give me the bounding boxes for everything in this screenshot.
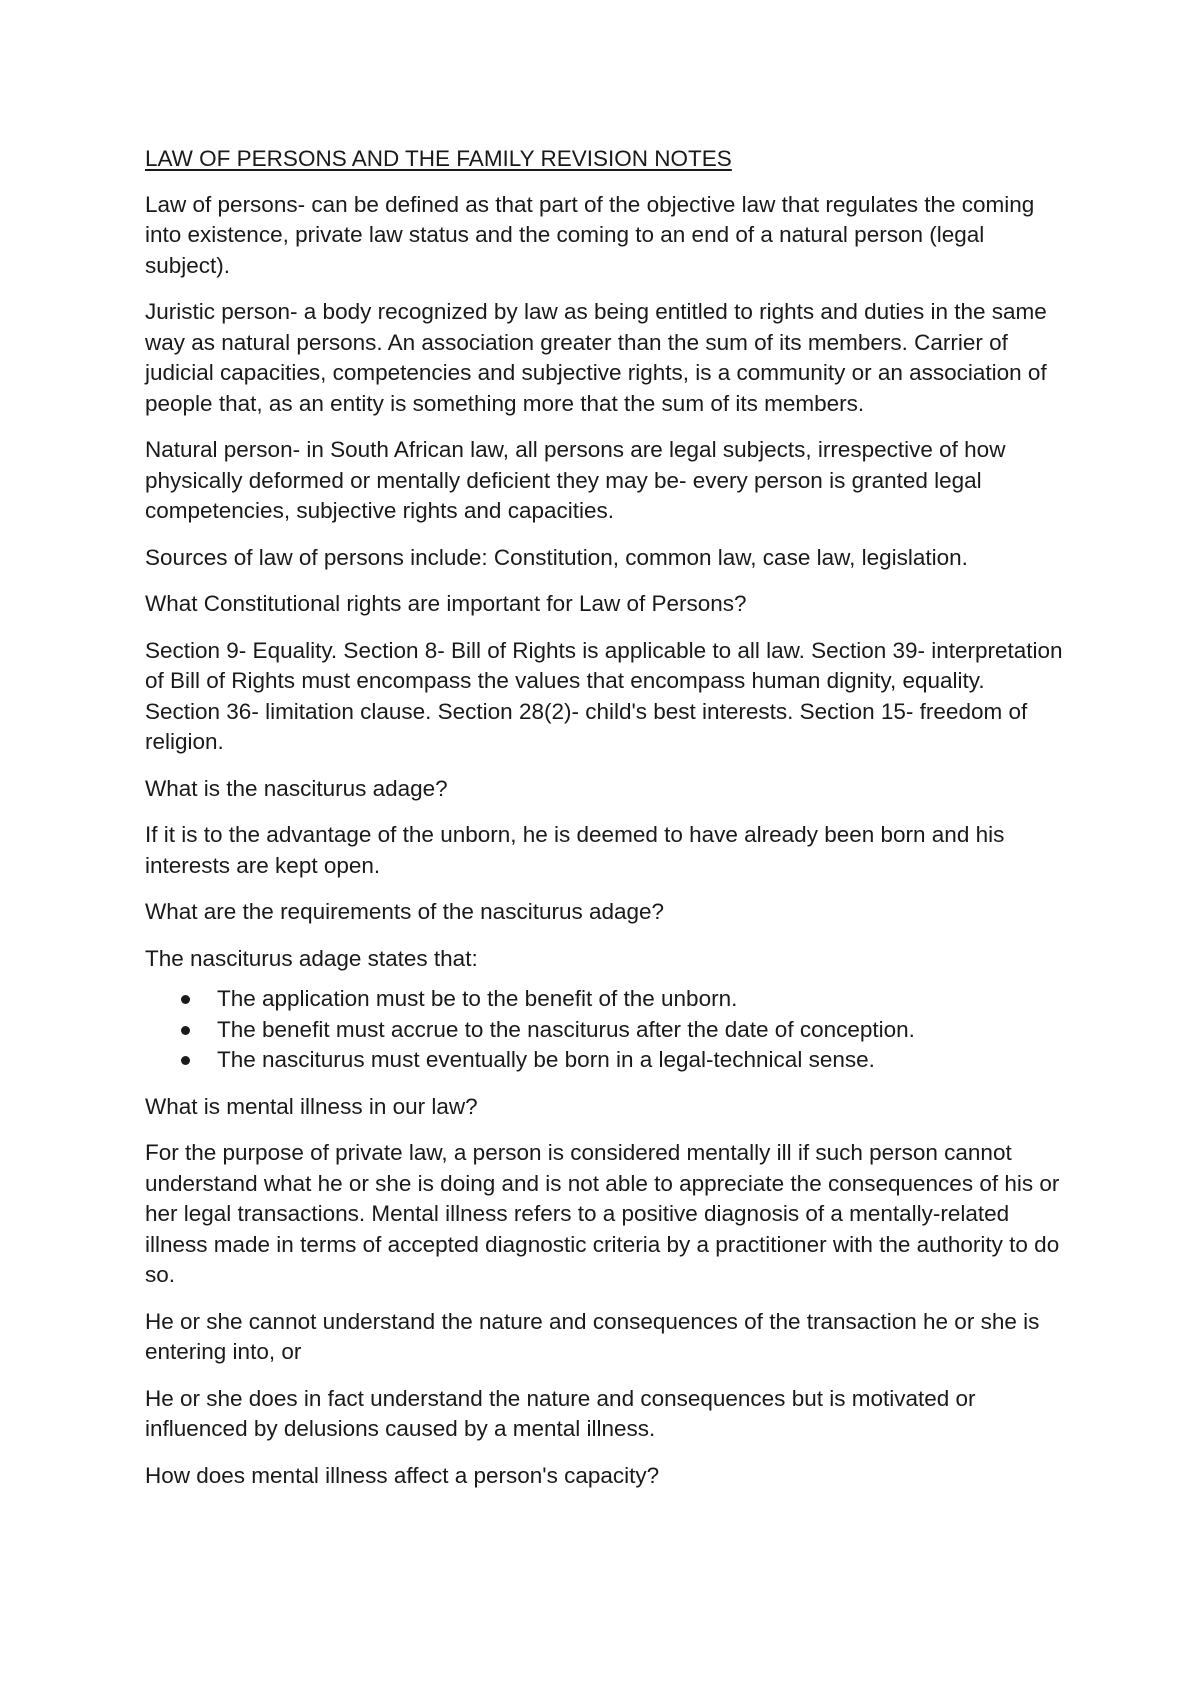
list-item [217,1045,1065,1076]
list-item-text: The benefit must accrue to the nasciturus after the date of conception. [217,1016,915,1042]
paragraph-nasciturus-answer: If it is to the advantage of the unborn, he is deemed to have already been born and his interests are kept open. [145,822,1005,878]
list-item-text: The application must be to the benefit of the unborn. [217,986,738,1011]
paragraph-delusions: He or she does in fact understand the nature and consequences but is motivated or influenced by delusions caused by a mental illness. [145,1385,976,1441]
list-item [217,1015,1065,1046]
bullet-icon [181,1056,190,1065]
question-mental-illness: What is mental illness in our law? [145,1093,478,1119]
paragraph-natural-person: Natural person- in South African law, all persons are legal subjects, irrespective of how physically deformed or mentally deficient they may be- every person is granted legal competencies, subjective rights and capacities. [145,437,1006,523]
question-nasciturus-adage: What is the nasciturus adage? [145,775,448,801]
list-item [217,984,1065,1015]
question-constitutional-rights: What Constitutional rights are important for Law of Persons? [145,591,747,616]
paragraph-juristic-person: Juristic person- a body recognized by law as being entitled to rights and duties in the same way as natural persons. An association greater than the sum of its members. Carrier of judicial capacities, competencies and subjective rights, is a community or an association of people that, as an entity is something more that the sum of its members. [145,299,1047,416]
bullet-icon [181,995,190,1004]
question-capacity: How does mental illness affect a person's capacity? [145,1462,660,1488]
requirements-list [145,984,1065,1076]
document-title: LAW OF PERSONS AND THE FAMILY REVISION NOTES [145,146,732,171]
paragraph-sections: Section 9- Equality. Section 8- Bill of Rights is applicable to all law. Section 39- interpretation of Bill of Rights must encompass the values that encompass human dignity, equality. Section 36- limitation clause. Section 28(2)- child's best interests. Section 15- freedom of religion. [145,637,1063,754]
paragraph-cannot-understand: He or she cannot understand the nature and consequences of the transaction he or she is entering into, or [145,1308,1040,1364]
paragraph-law-of-persons-definition: Law of persons- can be defined as that part of the objective law that regulates the coming into existence, private law status and the coming to an end of a natural person (legal subject). [145,191,1035,278]
bullet-icon [181,1026,190,1035]
paragraph-sources: Sources of law of persons include: Constitution, common law, case law, legislation. [145,544,968,570]
list-item-text: The nasciturus must eventually be born in a legal-technical sense. [217,1047,875,1072]
document-body [145,144,1065,1507]
paragraph-nasciturus-states: The nasciturus adage states that: [145,945,478,971]
question-nasciturus-requirements: What are the requirements of the nasciturus adage? [145,899,665,924]
paragraph-mental-illness-definition: For the purpose of private law, a person is considered mentally ill if such person cannot understand what he or she is doing and is not able to appreciate the consequences of his or her legal transactions. Mental illness refers to a positive diagnosis of a mentally-related illness made in terms of accepted diagnostic criteria by a practitioner with the authority to do so. [145,1140,1060,1287]
